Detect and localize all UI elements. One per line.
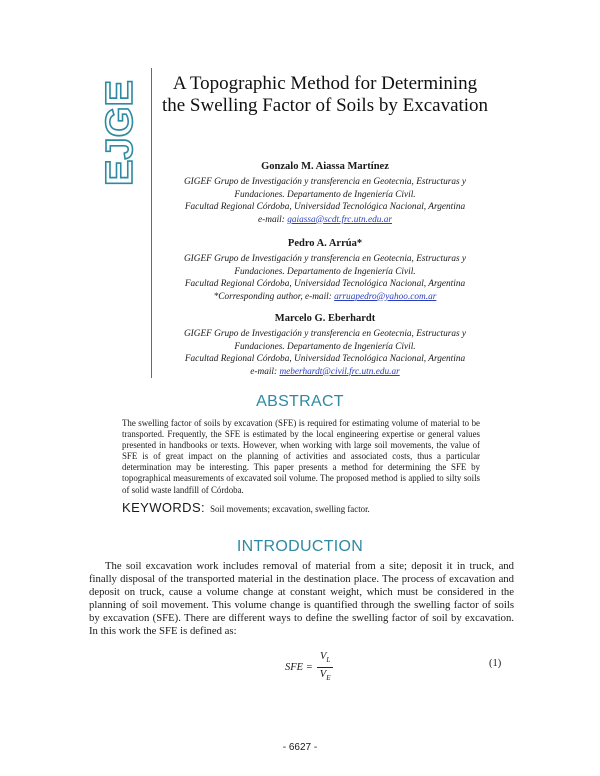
author-affiliation: GIGEF Grupo de Investigación y transferencia en Geotecnia, Estructuras y Fundaciones. Departamento de Ingeniería Civil. — [183, 254, 467, 277]
keywords-text: Soil movements; excavation, swelling factor. — [210, 504, 370, 514]
email-prefix: e-mail: — [258, 214, 288, 225]
paper-title: A Topographic Method for Determining the Swelling Factor of Soils by Excavation — [161, 73, 489, 116]
author-affiliation-institution: Facultad Regional Córdoba, Universidad Tecnológica Nacional, Argentina — [184, 279, 466, 290]
author-email-link[interactable]: arruapedro@yahoo.com.ar — [334, 291, 437, 302]
abstract-heading: ABSTRACT — [256, 393, 344, 410]
email-prefix: e-mail: — [250, 366, 280, 377]
author-affiliation-institution: Facultad Regional Córdoba, Universidad Tecnológica Nacional, Argentina — [184, 354, 466, 365]
author-block-3 — [160, 313, 490, 378]
numerator-subscript: L — [326, 656, 331, 665]
author-affiliation: GIGEF Grupo de Investigación y transferencia en Geotecnia, Estructuras y Fundaciones. Departamento de Ingeniería Civil. — [183, 329, 467, 352]
equation-numerator — [317, 650, 333, 668]
abstract-text: The swelling factor of soils by excavation (SFE) is required for estimating volume of material to be transported. Frequently, the SFE is estimated by the local engineering expertise or general values presented in handbooks or texts. However, when working with large soil movements, the value of SFE is of great impact on the planning of activities and associated costs, thus a particular determination may be interesting. This paper presents a method for determining the SFE by topographical measurements of excavated soil volume. The proposed method is applied to silty soils of solid waste landfill of Córdoba. — [122, 418, 480, 495]
author-email-line — [160, 291, 490, 303]
email-prefix: *Corresponding author, e-mail: — [213, 291, 335, 302]
numerator-symbol: V — [319, 651, 327, 662]
ejge-logo-text: EJGE — [99, 84, 141, 186]
author-email-line — [160, 366, 490, 378]
denominator-symbol: V — [319, 669, 327, 681]
introduction-paragraph: The soil excavation work includes removal of material from a site; deposit it in truck, and finally disposal of the transported material in the destination place. The process of excavation and deposit on truck, cause a volume change at constant weight, which must be considered in the planning of soil movement. This volume change is quantified through the swelling factor of soils by excavation (SFE). There are different ways to define the swelling factor of soil by excavation. In this work the SFE is defined as: — [89, 560, 514, 637]
equation-number: (1) — [489, 658, 502, 669]
keywords-label: KEYWORDS: — [122, 500, 206, 515]
author-block-1 — [160, 161, 490, 226]
ejge-logo — [98, 78, 142, 188]
author-name: Pedro A. Arrúa* — [287, 238, 363, 249]
equation-sfe — [285, 650, 334, 685]
introduction-body — [89, 560, 514, 638]
equation-fraction — [317, 650, 334, 685]
author-email-link[interactable]: meberhardt@civil.frc.utn.edu.ar — [279, 366, 400, 377]
author-name: Marcelo G. Eberhardt — [274, 313, 376, 324]
equation-denominator — [317, 668, 334, 685]
author-name: Gonzalo M. Aiassa Martínez — [261, 161, 389, 172]
header-divider-line — [151, 68, 152, 378]
equation-lhs: SFE = — [285, 662, 313, 674]
author-affiliation-institution: Facultad Regional Córdoba, Universidad Tecnológica Nacional, Argentina — [184, 202, 466, 213]
author-email-link[interactable]: gaiassa@scdt.frc.utn.edu.ar — [287, 214, 392, 225]
denominator-subscript: E — [326, 674, 331, 683]
author-affiliation: GIGEF Grupo de Investigación y transferencia en Geotecnia, Estructuras y Fundaciones. Departamento de Ingeniería Civil. — [183, 177, 467, 200]
page-number: - 6627 - — [282, 742, 318, 753]
author-block-2 — [160, 238, 490, 303]
author-email-line — [160, 214, 490, 226]
keywords-line — [122, 500, 482, 515]
introduction-heading: INTRODUCTION — [236, 538, 364, 555]
